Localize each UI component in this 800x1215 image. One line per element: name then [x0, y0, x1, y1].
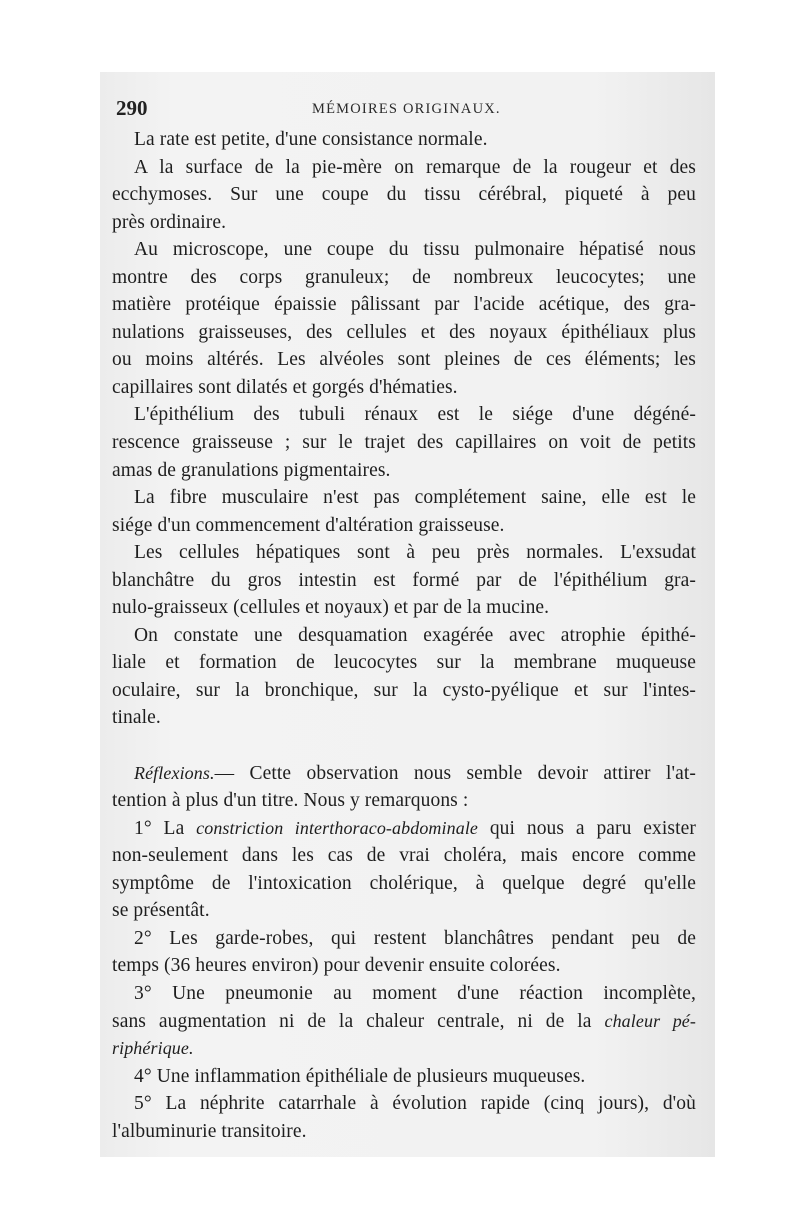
text-line [112, 1063, 696, 1091]
line-text: Les cellules hépatiques sont à peu près normales. L'exsudat [134, 542, 696, 564]
text-line [112, 236, 696, 264]
line-text: 2° Les garde-robes, qui restent blanchâtres pendant peu de [134, 927, 696, 949]
text-line [112, 704, 696, 732]
line-text: La rate est petite, d'une consistance normale. [134, 129, 488, 150]
line-text: 5° La néphrite catarrhale à évolution rapide (cinq jours), d'où [134, 1093, 696, 1115]
text-line [112, 649, 696, 677]
line-text: matière protéique épaissie pâlissant par l'acide acétique, des gra- [112, 294, 696, 316]
text-line [112, 154, 696, 182]
text-line [112, 594, 696, 622]
text-line [112, 484, 696, 512]
line-text: 4° Une inflammation épithéliale de plusieurs muqueuses. [134, 1065, 586, 1087]
line-text: siége d'un commencement d'altération graisseuse. [112, 514, 505, 536]
text-line [112, 1090, 696, 1118]
text-line [112, 925, 696, 953]
line-text: sans augmentation ni de la chaleur centrale, ni de la [112, 1010, 605, 1032]
text-line [112, 622, 696, 650]
line-text: A la surface de la pie-mère on remarque de la rougeur et des [134, 156, 696, 178]
text-line [112, 815, 696, 843]
line-text: liale et formation de leucocytes sur la membrane muqueuse [112, 652, 696, 674]
text-line [112, 209, 696, 237]
italic-text: chaleur pé- [604, 1010, 696, 1031]
blank-line [112, 732, 696, 760]
text-line [112, 512, 696, 540]
text-line [112, 346, 696, 374]
line-text: ou moins altérés. Les alvéoles sont pleines de ces éléments; les [112, 349, 696, 371]
text-line [112, 870, 696, 898]
line-text: non-seulement dans les cas de vrai choléra, mais encore comme [112, 845, 696, 867]
line-text: nulations graisseuses, des cellules et des noyaux épithéliaux plus [112, 321, 696, 343]
text-line [112, 374, 696, 402]
text-line [112, 181, 696, 209]
line-text: ecchymoses. Sur une coupe du tissu cérébral, piqueté à peu [112, 184, 696, 206]
italic-text: Réflexions. [134, 762, 215, 783]
line-text: 3° Une pneumonie au moment d'une réaction incomplète, [134, 982, 696, 1004]
line-text: tention à plus d'un titre. Nous y remarquons : [112, 790, 469, 812]
text-line [112, 980, 696, 1008]
text-line [112, 897, 696, 925]
line-text: — Cette observation nous semble devoir attirer l'at- [214, 762, 696, 784]
text-line [112, 291, 696, 319]
line-text: temps (36 heures environ) pour devenir ensuite colorées. [112, 955, 561, 977]
text-line [112, 401, 696, 429]
italic-text: riphérique. [112, 1038, 194, 1059]
line-text: tinale. [112, 707, 161, 729]
text-line [112, 760, 696, 788]
text-line [112, 539, 696, 567]
text-line [112, 126, 696, 154]
text-line [112, 787, 696, 815]
text-line [112, 1008, 696, 1036]
line-text: capillaires sont dilatés et gorgés d'hématies. [112, 376, 458, 398]
line-text: nulo-graisseux (cellules et noyaux) et par de la mucine. [112, 597, 550, 619]
line-text: symptôme de l'intoxication cholérique, à quelque degré qu'elle [112, 872, 696, 894]
line-text: l'albuminurie transitoire. [112, 1120, 307, 1142]
text-line [112, 567, 696, 595]
line-text: amas de granulations pigmentaires. [112, 459, 391, 481]
line-text: rescence graisseuse ; sur le trajet des capillaires on voit de petits [112, 432, 696, 454]
text-line [112, 319, 696, 347]
line-text: Au microscope, une coupe du tissu pulmonaire hépatisé nous [134, 239, 696, 261]
line-text: La fibre musculaire n'est pas complétement saine, elle est le [134, 487, 696, 509]
line-text: 1° La [134, 817, 197, 839]
text-line [112, 952, 696, 980]
text-line [112, 842, 696, 870]
text-line [112, 457, 696, 485]
line-text: qui nous a paru exister [478, 817, 696, 839]
text-line [112, 264, 696, 292]
text-line [112, 1118, 696, 1146]
line-text: oculaire, sur la bronchique, sur la cysto-pyélique et sur l'intes- [112, 679, 696, 701]
line-text: On constate une desquamation exagérée avec atrophie épithé- [134, 624, 696, 646]
text-line [112, 429, 696, 457]
page-body [112, 126, 696, 1145]
line-text: blanchâtre du gros intestin est formé par de l'épithélium gra- [112, 569, 696, 591]
line-text: près ordinaire. [112, 211, 227, 233]
page-number: 290 [116, 96, 148, 120]
text-line [112, 677, 696, 705]
italic-text: constriction interthoraco-abdominale [196, 817, 479, 838]
text-line [112, 1035, 696, 1063]
page-header [112, 96, 702, 126]
line-text: montre des corps granuleux; de nombreux leucocytes; une [112, 266, 696, 288]
running-head: MÉMOIRES ORIGINAUX. [312, 101, 501, 117]
line-text: L'épithélium des tubuli rénaux est le siége d'une dégéné- [134, 404, 696, 426]
line-text: se présentât. [112, 900, 210, 922]
